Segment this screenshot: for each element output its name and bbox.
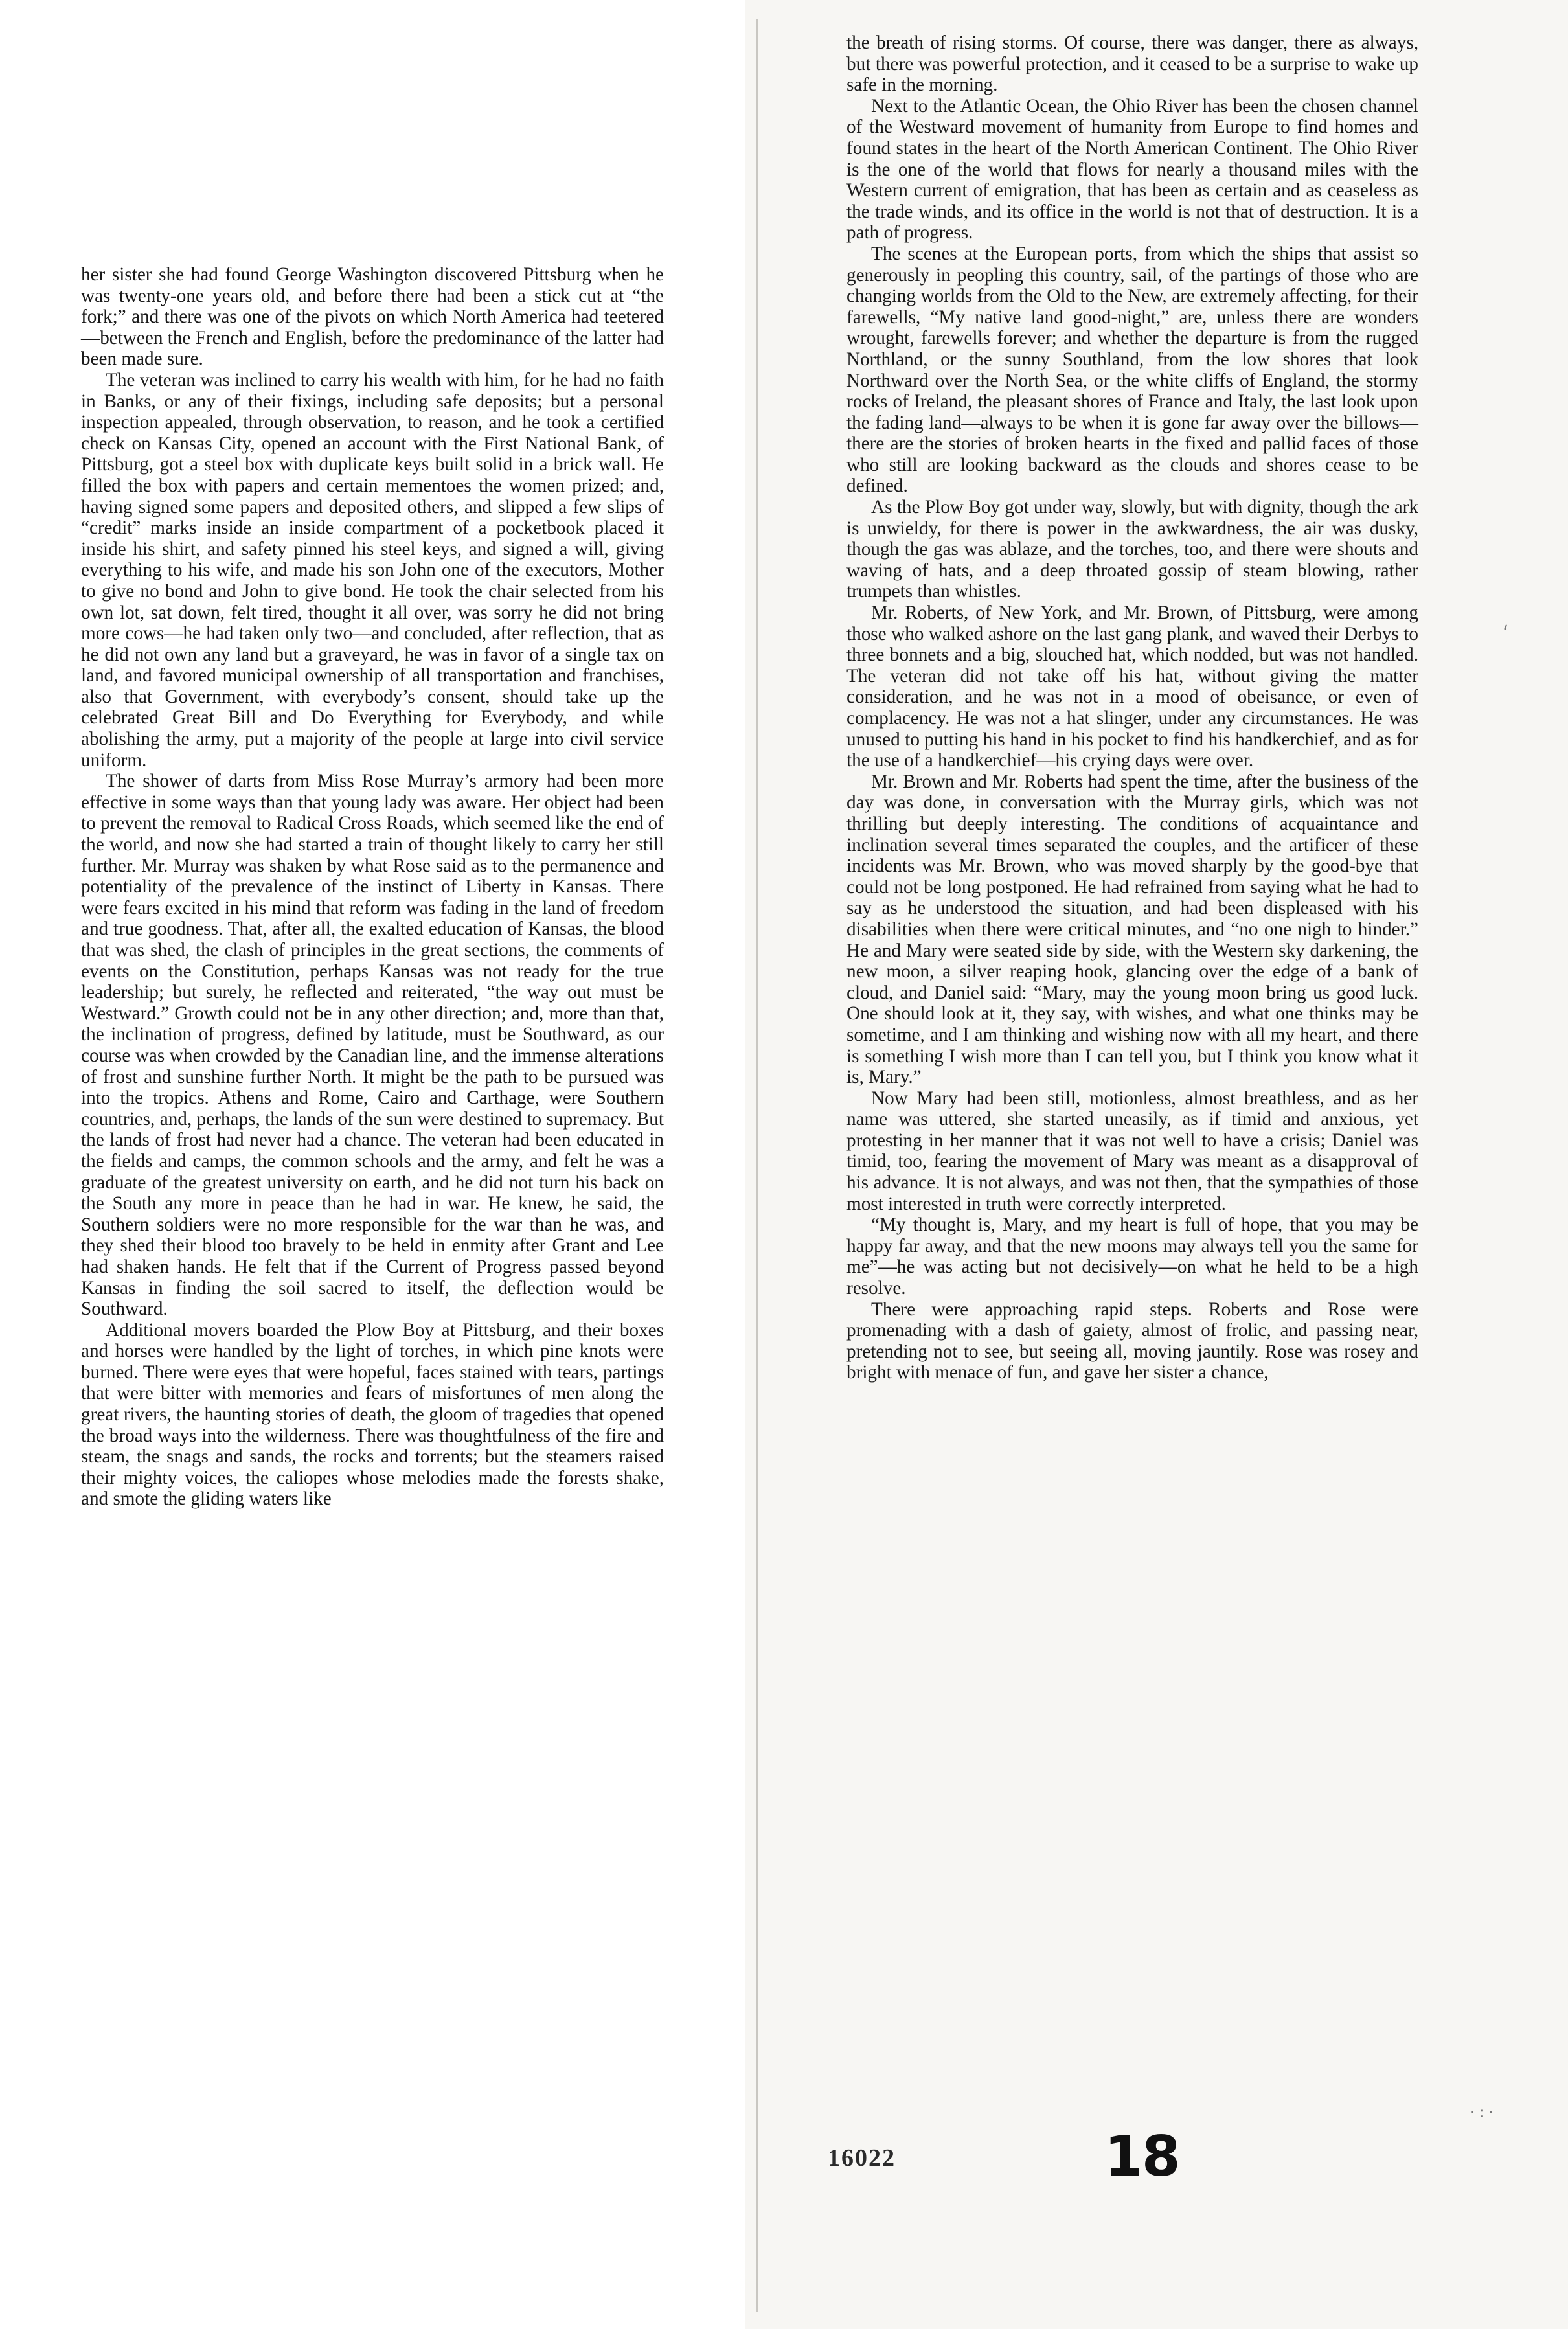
document-number: 16022 [828,2144,896,2172]
right-paragraph-3: The scenes at the European ports, from which the ships that assist so generously in peopling this country, sail, of the partings of those who are changing worlds from the Old to the New, are extremely affecting, for their farewells, “My native land good-night,” are, unless there are wonders wrought, farewells forever; and whether the departure is from the rugged Northland, or the sunny Southland, from the low shores that look Northward over the North Sea, or the white cliffs of England, the stormy rocks of Ireland, the pleasant shores of France and Italy, the last look upon the fading land—always to be when it is gone far away over the billows—there are the stories of broken hearts in the fixed and pallid faces of those who still are looking backward as the clouds and shores cease to be defined. [846,243,1418,497]
right-paragraph-8: “My thought is, Mary, and my heart is full of hope, that you may be happy far away, and that the new moons may always tell you the same for me”—he was acting but not decisively—on what he held to be a high resolve. [846,1214,1418,1299]
right-paragraph-5: Mr. Roberts, of New York, and Mr. Brown, of Pittsburg, were among those who walked ashore on the last gang plank, and waved their Derbys to three bonnets and a big, slouched hat, which nodded, but was not handled. The veteran did not take off his hat, without giving the matter consideration, and he was not in a mood of obeisance, or even of complacency. He was not a hat slinger, under any circumstances. He was unused to putting his hand in his pocket to find his handkerchief, and as for the use of a handkerchief—his crying days were over. [846,602,1418,771]
left-paragraph-1: her sister she had found George Washington discovered Pittsburg when he was twenty-one years old, and before there had been a stick cut at “the fork;” and there was one of the pivots on which North America had teetered —between the French and English, before the predominance of the latter had been made sure. [81,264,664,370]
right-paragraph-2: Next to the Atlantic Ocean, the Ohio River has been the chosen channel of the Westward movement of humanity from Europe to find homes and found states in the heart of the North American Continent. The Ohio River is the one of the world that flows for nearly a thousand miles with the Western current of emigration, that has been as certain and as ceaseless as the trade winds, and its office in the world is not that of destruction. It is a path of progress. [846,95,1418,244]
left-paragraph-2: The veteran was inclined to carry his wealth with him, for he had no faith in Banks, or any of their fixings, including safe deposits; but a personal inspection appealed, through observation, to reason, and he took a certified check on Kansas City, opened an account with the First National Bank, of Pittsburg, got a steel box with duplicate keys built solid in a brick wall. He filled the box with papers and certain mementoes the women prized; and, having signed some papers and deposited others, and slipped a few slips of “credit” marks inside an inside compartment of a pocketbook placed it inside his shirt, and safety pinned his steel keys, and signed a will, giving everything to his wife, and made his son John one of the executors, Mother to give no bond and John to give bond. He took the chair selected from his own lot, sat down, felt tired, thought it all over, was sorry he did not bring more cows—he had taken only two—and concluded, after reflection, that as he did not own any land but a graveyard, he was in favor of a single tax on land, and favored municipal ownership of all transportation and franchises, also that Government, with everybody’s consent, should take up the celebrated Great Bill and Do Everything for Everybody, and while abolishing the army, put a majority of the people at large into civil service uniform. [81,369,664,771]
margin-speck: ‘ [1503,622,1509,644]
right-paragraph-7: Now Mary had been still, motionless, almost breathless, and as her name was uttered, she started uneasily, as if timid and anxious, yet protesting in her manner that it was not well to have a crisis; Daniel was timid, too, fearing the movement of Mary was meant as a disapproval of his advance. It is not always, and was not then, that the sympathies of those most interested in truth were correctly interpreted. [846,1087,1418,1214]
right-paragraph-4: As the Plow Boy got under way, slowly, but with dignity, though the ark is unwieldy, for there is power in the awkwardness, the air was dusky, though the gas was ablaze, and the torches, too, and there were shouts and waving of hats, and a deep throated gossip of steam blowing, rather trumpets than whistles. [846,497,1418,602]
left-text-column [81,264,664,1510]
right-paragraph-1: the breath of rising storms. Of course, there was danger, there as always, but there was powerful protection, and it ceased to be a surprise to wake up safe in the morning. [846,32,1418,96]
left-paragraph-4: Additional movers boarded the Plow Boy at Pittsburg, and their boxes and horses were handled by the light of torches, in which pine knots were burned. There were eyes that were hopeful, faces stained with tears, partings that were bitter with memories and fears of misfortunes of men along the great rivers, the haunting stories of death, the gloom of tragedies that opened the broad ways into the wilderness. There was thoughtfulness of the fire and steam, the snags and sands, the rocks and torrents; but the steamers raised their mighty voices, the caliopes whose melodies made the forests shake, and smote the gliding waters like [81,1319,664,1510]
right-paragraph-9: There were approaching rapid steps. Roberts and Rose were promenading with a dash of gaiety, almost of frolic, and passing near, pretending not to see, but seeing all, moving jauntily. Rose was rosey and bright with menace of fun, and gave her sister a chance, [846,1299,1418,1383]
page-number: 18 [1104,2124,1179,2189]
page-fold-line [756,19,758,2312]
left-paragraph-3: The shower of darts from Miss Rose Murray’s armory had been more effective in some ways than that young lady was aware. Her object had been to prevent the removal to Radical Cross Roads, which seemed like the end of the world, and now she had started a train of thought likely to carry her still further. Mr. Murray was shaken by what Rose said as to the permanence and potentiality of the prevalence of the instinct of Liberty in Kansas. There were fears excited in his mind that reform was fading in the land of freedom and true goodness. That, after all, the exalted education of Kansas, the blood that was shed, the clash of principles in the great sections, the comments of events on the Constitution, perhaps Kansas was not ready for the true leadership; but surely, he reflected and reiterated, “the way out must be Westward.” Growth could not be in any other direction; and, more than that, the inclination of progress, defined by latitude, must be Southward, as our course was when crowded by the Canadian line, and the immense alterations of frost and sunshine further North. It might be the path to be pursued was into the tropics. Athens and Rome, Cairo and Carthage, were Southern countries, and, perhaps, the lands of the sun were destined to supremacy. But the lands of frost had never had a chance. The veteran had been educated in the fields and camps, the common schools and the army, and felt he was a graduate of the greatest university on earth, and he did not turn his back on the South any more in peace than he had in war. He knew, he said, the Southern soldiers were no more responsible for the war than he was, and they shed their blood too bravely to be held in enmity after Grant and Lee had shaken hands. He felt that if the Current of Progress passed beyond Kansas in finding the soil sacred to itself, the deflection would be Southward. [81,771,664,1320]
right-text-column [846,32,1418,1383]
right-paragraph-6: Mr. Brown and Mr. Roberts had spent the time, after the business of the day was done, in conversation with the Murray girls, which was not thrilling but deeply interesting. The conditions of acquaintance and inclination several times separated the couples, and the artificer of these incidents was Mr. Brown, who was moved sharply by the good-bye that could not be long postponed. He had refrained from saying what he had to say as he understood the situation, and had been displeased with his disabilities when there were critical minutes, and “no one nigh to hinder.” He and Mary were seated side by side, with the Western sky darkening, the new moon, a silver reaping hook, glancing over the edge of a bank of cloud, and Daniel said: “Mary, may the young moon bring us good luck. One should look at it, they say, with wishes, and what one thinks may be sometime, and I am thinking and wishing now with all my heart, and there is something I wish more than I can tell you, but I think you know what it is, Mary.” [846,771,1418,1088]
margin-speck: · : · [1470,2105,1494,2121]
